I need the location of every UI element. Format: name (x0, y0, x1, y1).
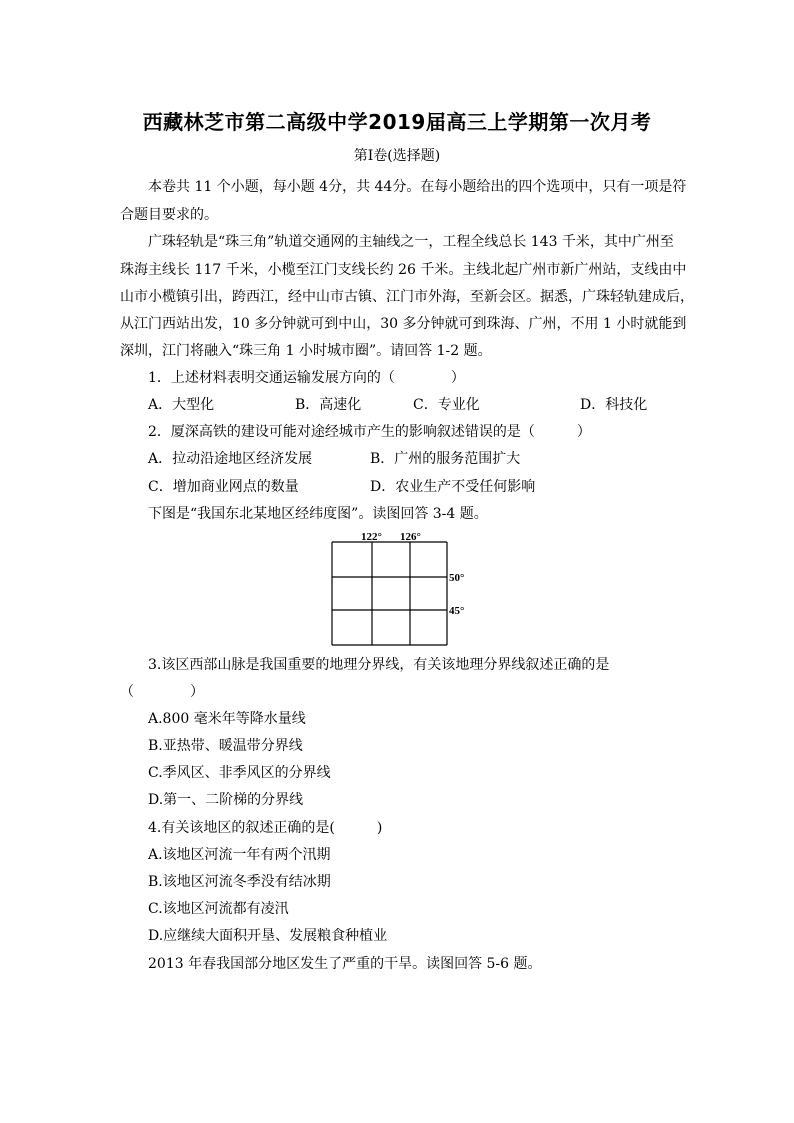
q2-option-b: B．广州的服务范围扩大 (370, 451, 521, 467)
longitude-label-126: 126° (400, 531, 421, 543)
map-intro: 下图是“我国东北某地区经纬度图”。读图回答 3-4 题。 (148, 506, 488, 522)
q2-option-c: C．增加商业网点的数量 (148, 479, 299, 495)
q4-option-a: A.该地区河流一年有两个汛期 (148, 847, 331, 863)
q2-stem: 2．厦深高铁的建设可能对途经城市产生的影响叙述错误的是（ ） (148, 424, 591, 440)
q3-option-b: B.亚热带、暖温带分界线 (148, 738, 303, 754)
q1-stem: 1．上述材料表明交通运输发展方向的（ ） (148, 370, 465, 386)
passage-line-2: 珠海主线长 117 千米，小榄至江门支线长约 26 千米。主线北起广州市新广州站，支线由中 (120, 262, 687, 278)
q1-option-c: C．专业化 (413, 397, 480, 413)
q2-option-d: D．农业生产不受任何影响 (370, 479, 536, 495)
q3-stem-line-1: 3.该区西部山脉是我国重要的地理分界线，有关该地理分界线叙述正确的是 (148, 657, 610, 673)
passage-line-3: 山市小榄镇引出，跨西江，经中山市古镇、江门市外海，至新会区。据悉，广珠轻轨建成后， (120, 289, 694, 305)
passage-line-4: 从江门西站出发，10 多分钟就可到中山，30 多分钟就可到珠海、广州，不用 1 小时就能到 (120, 316, 687, 332)
q1-option-b: B．高速化 (295, 397, 362, 413)
q1-option-a: A．大型化 (148, 397, 215, 413)
q3-option-c: C.季风区、非季风区的分界线 (148, 765, 331, 781)
lat-long-grid-map (330, 530, 490, 650)
latitude-label-45: 45° (449, 605, 465, 617)
passage-line-1: 广珠轻轨是“珠三角”轨道交通网的主轴线之一，工程全线总长 143 千米，其中广州至 (148, 234, 674, 250)
longitude-label-122: 122° (361, 531, 382, 543)
q3-stem-line-2: （ ） (120, 684, 204, 700)
q3-option-d: D.第一、二阶梯的分界线 (148, 792, 304, 808)
closing-line: 2013 年春我国部分地区发生了严重的干旱。读图回答 5-6 题。 (148, 956, 542, 972)
passage-line-5: 深圳，江门将融入“珠三角 1 小时城市圈”。请回答 1-2 题。 (120, 343, 492, 359)
latitude-label-50: 50° (449, 572, 465, 584)
q4-option-c: C.该地区河流都有凌汛 (148, 901, 289, 917)
q3-option-a: A.800 毫米年等降水量线 (148, 711, 306, 727)
q4-option-d: D.应继续大面积开垦、发展粮食种植业 (148, 928, 388, 944)
page-title: 西藏林芝市第二高级中学2019届高三上学期第一次月考 (142, 110, 652, 134)
intro-line-2: 合题目要求的。 (120, 207, 218, 223)
q4-option-b: B.该地区河流冬季没有结冰期 (148, 874, 331, 890)
q4-stem: 4.有关该地区的叙述正确的是( ) (148, 820, 383, 836)
section-subtitle: 第Ⅰ卷(选择题) (353, 148, 441, 164)
q1-option-d: D．科技化 (580, 397, 648, 413)
q2-option-a: A．拉动沿途地区经济发展 (148, 451, 313, 467)
intro-line-1: 本卷共 11 个小题，每小题 4分，共 44分。在每小题给出的四个选项中，只有一项是符 (148, 179, 687, 195)
